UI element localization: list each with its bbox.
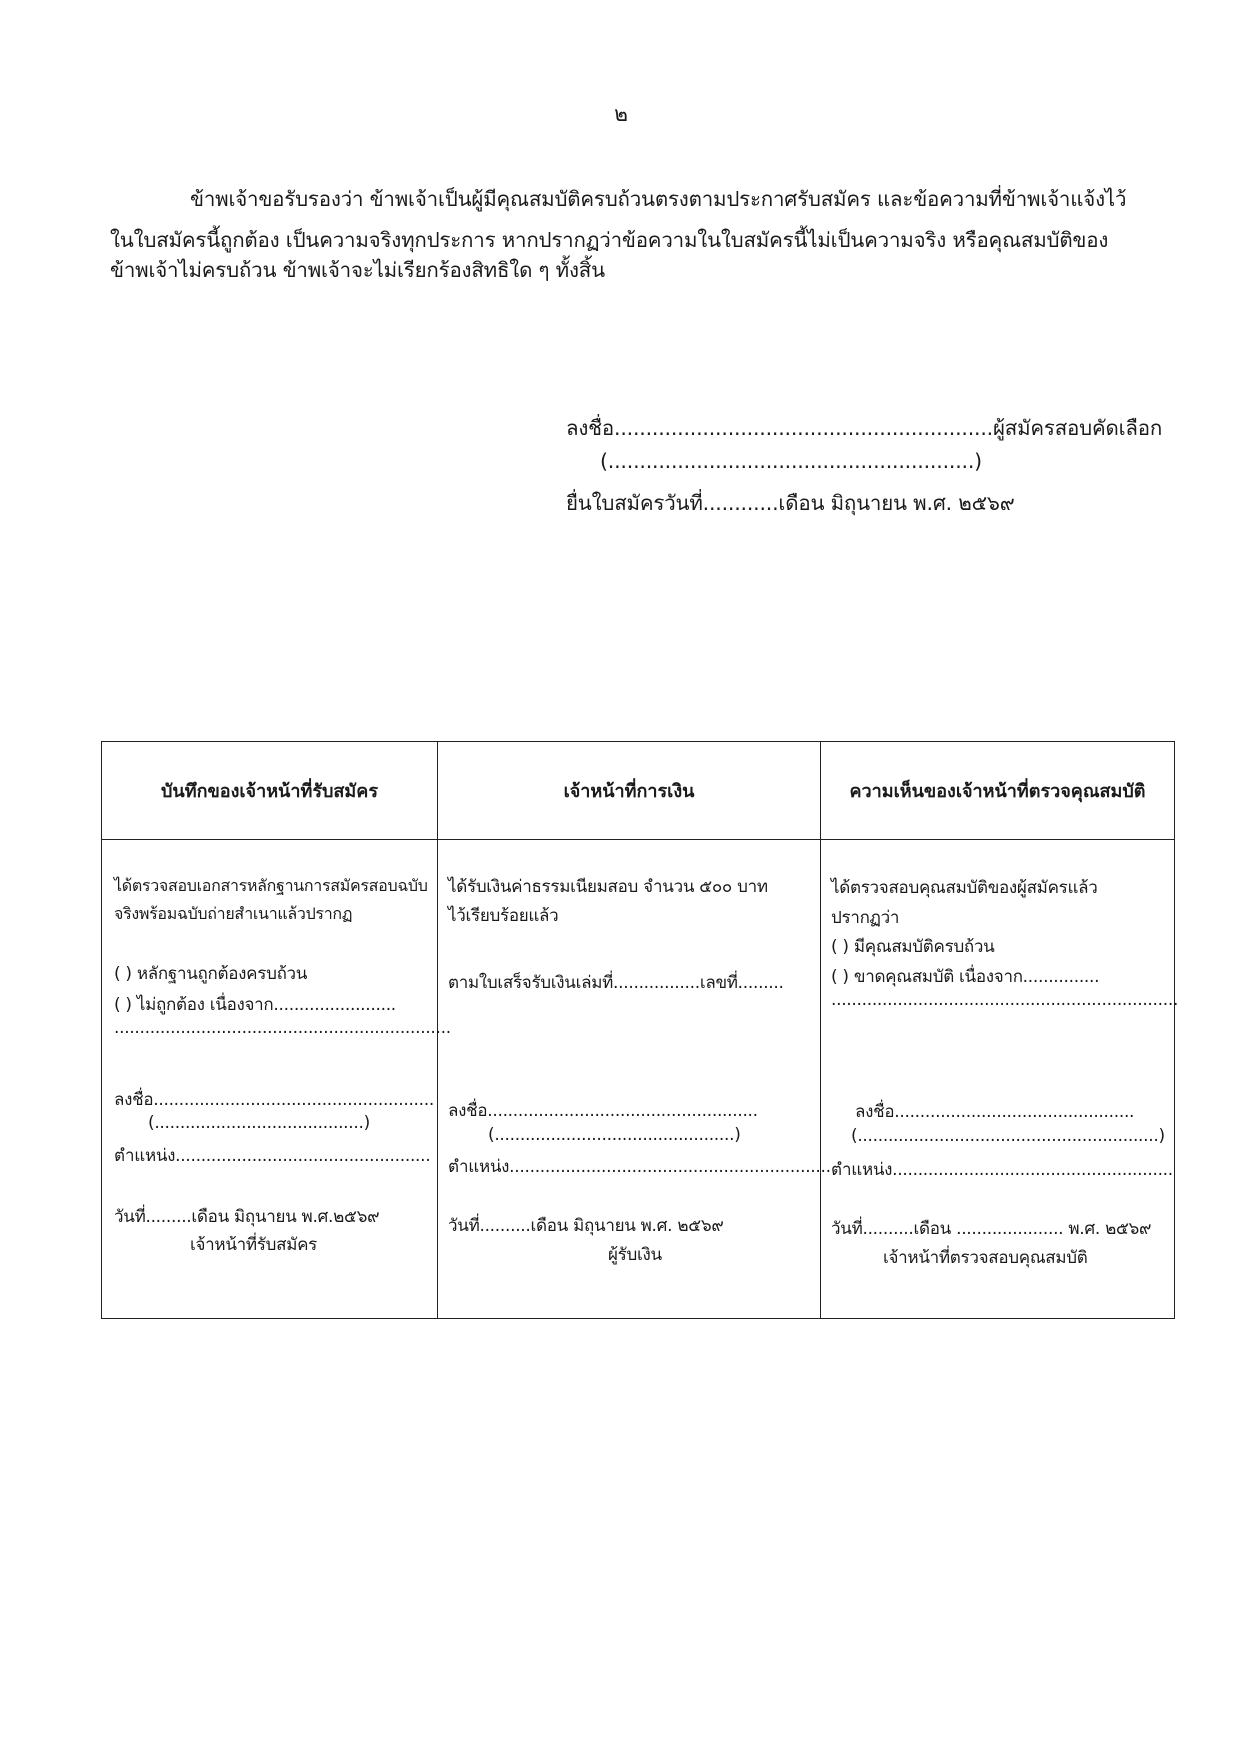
registrar-header: บันทึกของเจ้าหน้าที่รับสมัคร (102, 742, 438, 840)
qualification-sign-line: ลงชื่อ............................................... (855, 1102, 1135, 1122)
certification-line-1: ข้าพเจ้าขอรับรองว่า ข้าพเจ้าเป็นผู้มีคุณสมบัติครบถ้วนตรงตามประกาศรับสมัคร และข้อความที่ข้าพเจ้าแจ้งไว้ (190, 187, 1127, 211)
applicant-name-line: (..........................................................) (600, 449, 982, 473)
finance-name-line: (...............................................) (488, 1125, 741, 1145)
table-header-row (102, 742, 1175, 840)
qualification-option-complete: ( ) มีคุณสมบัติครบถ้วน (831, 937, 995, 957)
qualification-role: เจ้าหน้าที่ตรวจสอบคุณสมบัติ (883, 1248, 1088, 1268)
qualification-header: ความเห็นของเจ้าหน้าที่ตรวจคุณสมบัติ (821, 742, 1175, 840)
registrar-role: เจ้าหน้าที่รับสมัคร (190, 1235, 318, 1255)
submission-date-line: ยื่นใบสมัครวันที่............เดือน มิถุนายน พ.ศ. ๒๕๖๙ (566, 491, 1015, 515)
registrar-option-complete: ( ) หลักฐานถูกต้องครบถ้วน (114, 964, 308, 984)
registrar-name-line: (.........................................) (148, 1113, 370, 1133)
qualification-cell (821, 840, 1179, 1319)
registrar-cell (102, 840, 451, 1319)
finance-header: เจ้าหน้าที่การเงิน (438, 742, 821, 840)
finance-role: ผู้รับเงิน (608, 1245, 662, 1265)
registrar-sign-line: ลงชื่อ....................................................... (114, 1090, 434, 1110)
finance-position-line: ตำแหน่ง............................................................... (448, 1157, 831, 1177)
qualification-option-lacking: ( ) ขาดคุณสมบัติ เนื่องจาก............... (831, 967, 1100, 987)
registrar-position-line: ตำแหน่ง.................................................. (114, 1146, 431, 1166)
finance-intro-1: ได้รับเงินค่าธรรมเนียมสอบ จำนวน ๕๐๐ บาท (448, 877, 768, 897)
finance-intro-2: ไว้เรียบร้อยแล้ว (448, 906, 559, 926)
registrar-option-incorrect: ( ) ไม่ถูกต้อง เนื่องจาก........................ (114, 995, 396, 1015)
registrar-intro-2: จริงพร้อมฉบับถ่ายสำเนาแล้วปรากฏ (114, 904, 353, 923)
registrar-date-line: วันที่.........เดือน มิถุนายน พ.ศ.๒๕๖๙ (114, 1207, 380, 1227)
applicant-sign-line: ลงชื่อ............................................................ผู้สมัครสอบคัดเลือก (566, 416, 1163, 440)
certification-line-3: ข้าพเจ้าไม่ครบถ้วน ข้าพเจ้าจะไม่เรียกร้องสิทธิใด ๆ ทั้งสิ้น (110, 258, 605, 282)
table-body-row (102, 840, 1175, 1319)
office-use-table (101, 741, 1179, 1319)
qualification-intro-1: ได้ตรวจสอบคุณสมบัติของผู้สมัครแล้ว (831, 878, 1098, 898)
finance-receipt-line: ตามใบเสร็จรับเงินเล่มที่.................เลขที่......... (448, 973, 784, 993)
registrar-intro-1: ได้ตรวจสอบเอกสารหลักฐานการสมัครสอบฉบับ (114, 876, 428, 895)
qualification-name-line: (...........................................................) (851, 1126, 1165, 1146)
finance-date-line: วันที่..........เดือน มิถุนายน พ.ศ. ๒๕๖๙ (448, 1216, 724, 1236)
qualification-intro-2: ปรากฏว่า (831, 908, 900, 928)
finance-cell (438, 840, 831, 1319)
certification-line-2: ในใบสมัครนี้ถูกต้อง เป็นความจริงทุกประการ หากปรากฏว่าข้อความในใบสมัครนี้ไม่เป็นความจริง หรือคุณสมบัติของ (110, 228, 1109, 252)
qualification-dotted-line: .................................................................... (831, 990, 1179, 1010)
qualification-position-line: ตำแหน่ง....................................................... (831, 1160, 1173, 1180)
qualification-date-line: วันที่..........เดือน ..................... พ.ศ. ๒๕๖๙ (831, 1219, 1152, 1239)
finance-sign-line: ลงชื่อ..................................................... (448, 1101, 758, 1121)
page-number: ๒ (614, 102, 628, 126)
registrar-dotted-line: .................................................................. (114, 1018, 451, 1038)
